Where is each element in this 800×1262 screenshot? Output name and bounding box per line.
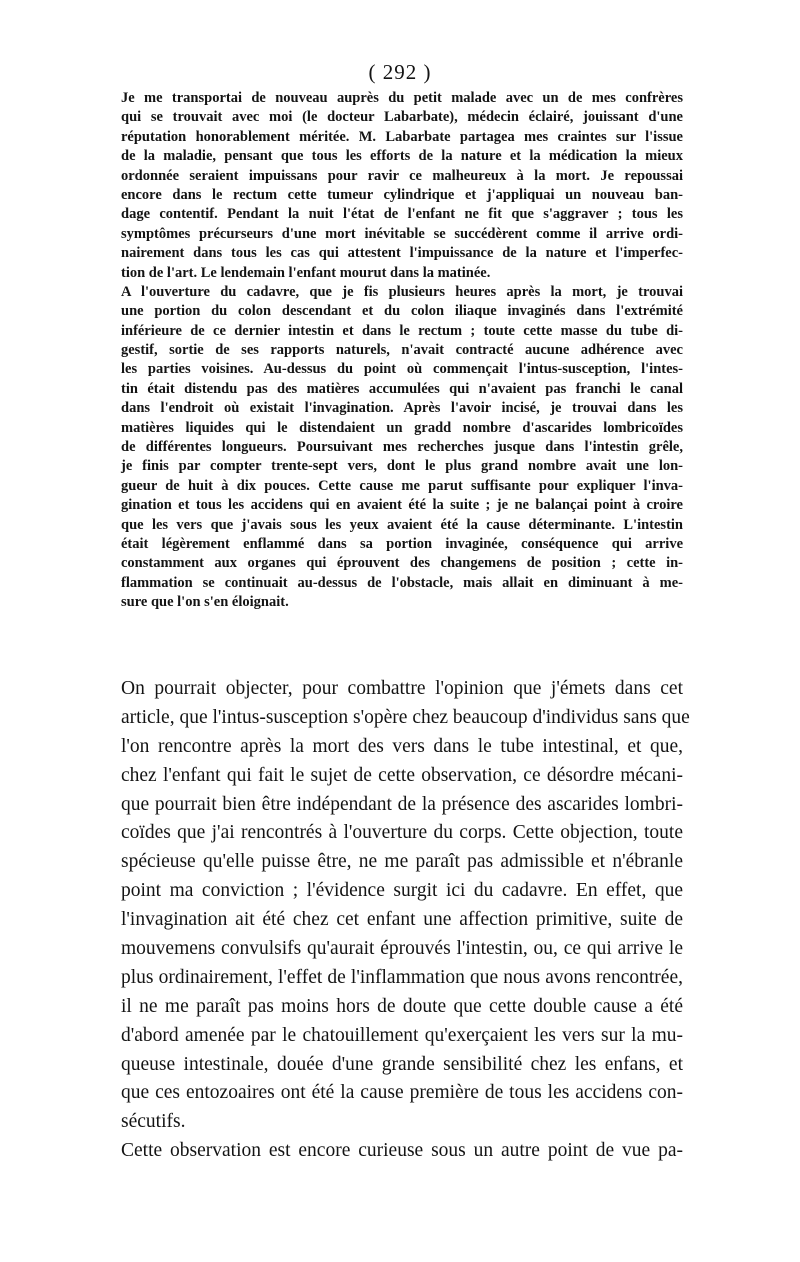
text-line: A l'ouverture du cadavre, que je fis plusieurs heures après la mort, je trouvai: [121, 283, 683, 300]
text-line: constamment aux organes qui éprouvent des changemens de position ; cette in-: [121, 555, 683, 572]
text-line: point ma conviction ; l'évidence surgit ici du cadavre. En effet, que: [121, 880, 683, 902]
text-line: tin était distendu pas des matières accumulées qui n'avaient pas franchi le canal: [121, 380, 683, 397]
text-line: sécutifs.: [121, 1111, 186, 1133]
case-report-section: [121, 89, 683, 613]
text-line: sure que l'on s'en éloignait.: [121, 594, 289, 611]
text-line: que pourrait bien être indépendant de la présence des ascarides lombri-: [121, 793, 683, 815]
page-number: ( 292 ): [368, 60, 432, 84]
paragraph-objection: [121, 675, 690, 1137]
text-line: gination et tous les accidens qui en avaient été la suite ; je ne balançai point à croire: [121, 497, 683, 514]
text-line: spécieuse qu'elle puisse être, ne me paraît pas admissible et n'ébranle: [121, 851, 683, 873]
text-line: que ces entozoaires ont été la cause première de tous les accidens con-: [121, 1082, 683, 1104]
discussion-section: [121, 675, 690, 1166]
text-line: dans l'endroit où existait l'invagination. Après l'avoir incisé, je trouvai dans les: [121, 400, 683, 417]
text-line: ordonnée seraient impuissans pour ravir ce malheureux à la mort. Je repoussai: [121, 167, 683, 184]
text-line: qui se trouvait avec moi (le docteur Labarbate), médecin éclairé, jouissant d'une: [121, 109, 683, 126]
text-line: matières liquides qui le distendaient un gradd nombre d'ascarides lombricoïdes: [121, 419, 683, 436]
text-line: de la maladie, pensant que tous les efforts de la nature et la médication la mieux: [121, 148, 683, 165]
text-line: il ne me paraît pas moins hors de doute que cette double cause a été: [121, 995, 683, 1017]
text-line: flammation se continuait au-dessus de l'obstacle, mais allait en diminuant à me-: [121, 574, 683, 591]
text-line: les parties voisines. Au-dessus du point où commençait l'intus-susception, l'intes-: [121, 361, 683, 378]
text-line: d'abord amenée par le chatouillement qu'exerçaient les vers sur la mu-: [121, 1024, 683, 1046]
text-line: de différentes longueurs. Poursuivant mes recherches jusque dans l'intestin grêle,: [121, 439, 683, 456]
text-line: plus ordinairement, l'effet de l'inflammation que nous avons rencontrée,: [121, 966, 683, 988]
text-line: une portion du colon descendant et du colon iliaque invaginés dans l'extrémité: [121, 303, 683, 320]
text-line: gestif, sortie de ses rapports naturels, n'avait contracté aucune adhérence avec: [121, 342, 683, 359]
text-line: nairement dans tous les cas qui attestent l'impuissance de la nature et l'imperfec-: [121, 245, 683, 262]
text-line: que les vers que j'avais sous les yeux avaient été la cause déterminante. L'intestin: [121, 516, 683, 533]
text-line: était légèrement enflammé dans sa portion invaginée, conséquence qui arrive: [121, 535, 683, 552]
text-line: je finis par compter trente-sept vers, dont le plus grand nombre avait une lon-: [121, 458, 683, 475]
text-line: queuse intestinale, douée d'une grande sensibilité chez les enfans, et: [121, 1053, 683, 1075]
text-line: l'invagination ait été chez cet enfant une affection primitive, suite de: [121, 909, 683, 931]
paragraph-case-progression: [121, 89, 683, 283]
text-line: l'on rencontre après la mort des vers dans le tube intestinal, et que,: [121, 735, 683, 757]
text-line: coïdes que j'ai rencontrés à l'ouverture du corps. Cette objection, toute: [121, 822, 683, 844]
text-line: Je me transportai de nouveau auprès du petit malade avec un de mes confrères: [121, 90, 683, 106]
text-line: symptômes précurseurs d'une mort inévitable se succédèrent comme il arrive ordi-: [121, 225, 683, 242]
paragraph-autopsy: [121, 283, 683, 613]
text-line: inférieure de ce dernier intestin et dans le rectum ; toute cette masse du tube di-: [121, 322, 683, 339]
text-line: encore dans le rectum cette tumeur cylindrique et j'appliquai un nouveau ban-: [121, 186, 683, 203]
text-line: chez l'enfant qui fait le sujet de cette observation, ce désordre mécani-: [121, 764, 683, 786]
paragraph-continuation: [121, 1137, 683, 1166]
text-line: réputation honorablement méritée. M. Labarbate partagea mes craintes sur l'issue: [121, 128, 683, 145]
text-line: mouvemens convulsifs qu'aurait éprouvés l'intestin, ou, ce qui arrive le: [121, 938, 683, 960]
text-line: article, que l'intus-susception s'opère chez beaucoup d'individus sans que: [121, 706, 690, 728]
text-line: dage contentif. Pendant la nuit l'état de l'enfant ne fit que s'aggraver ; tous les: [121, 206, 683, 223]
text-line: Cette observation est encore curieuse sous un autre point de vue pa-: [121, 1140, 683, 1162]
text-line: On pourrait objecter, pour combattre l'opinion que j'émets dans cet: [121, 678, 683, 699]
text-line: tion de l'art. Le lendemain l'enfant mourut dans la matinée.: [121, 264, 491, 281]
text-line: gueur de huit à dix pouces. Cette cause me parut suffisante pour expliquer l'inva-: [121, 477, 683, 494]
